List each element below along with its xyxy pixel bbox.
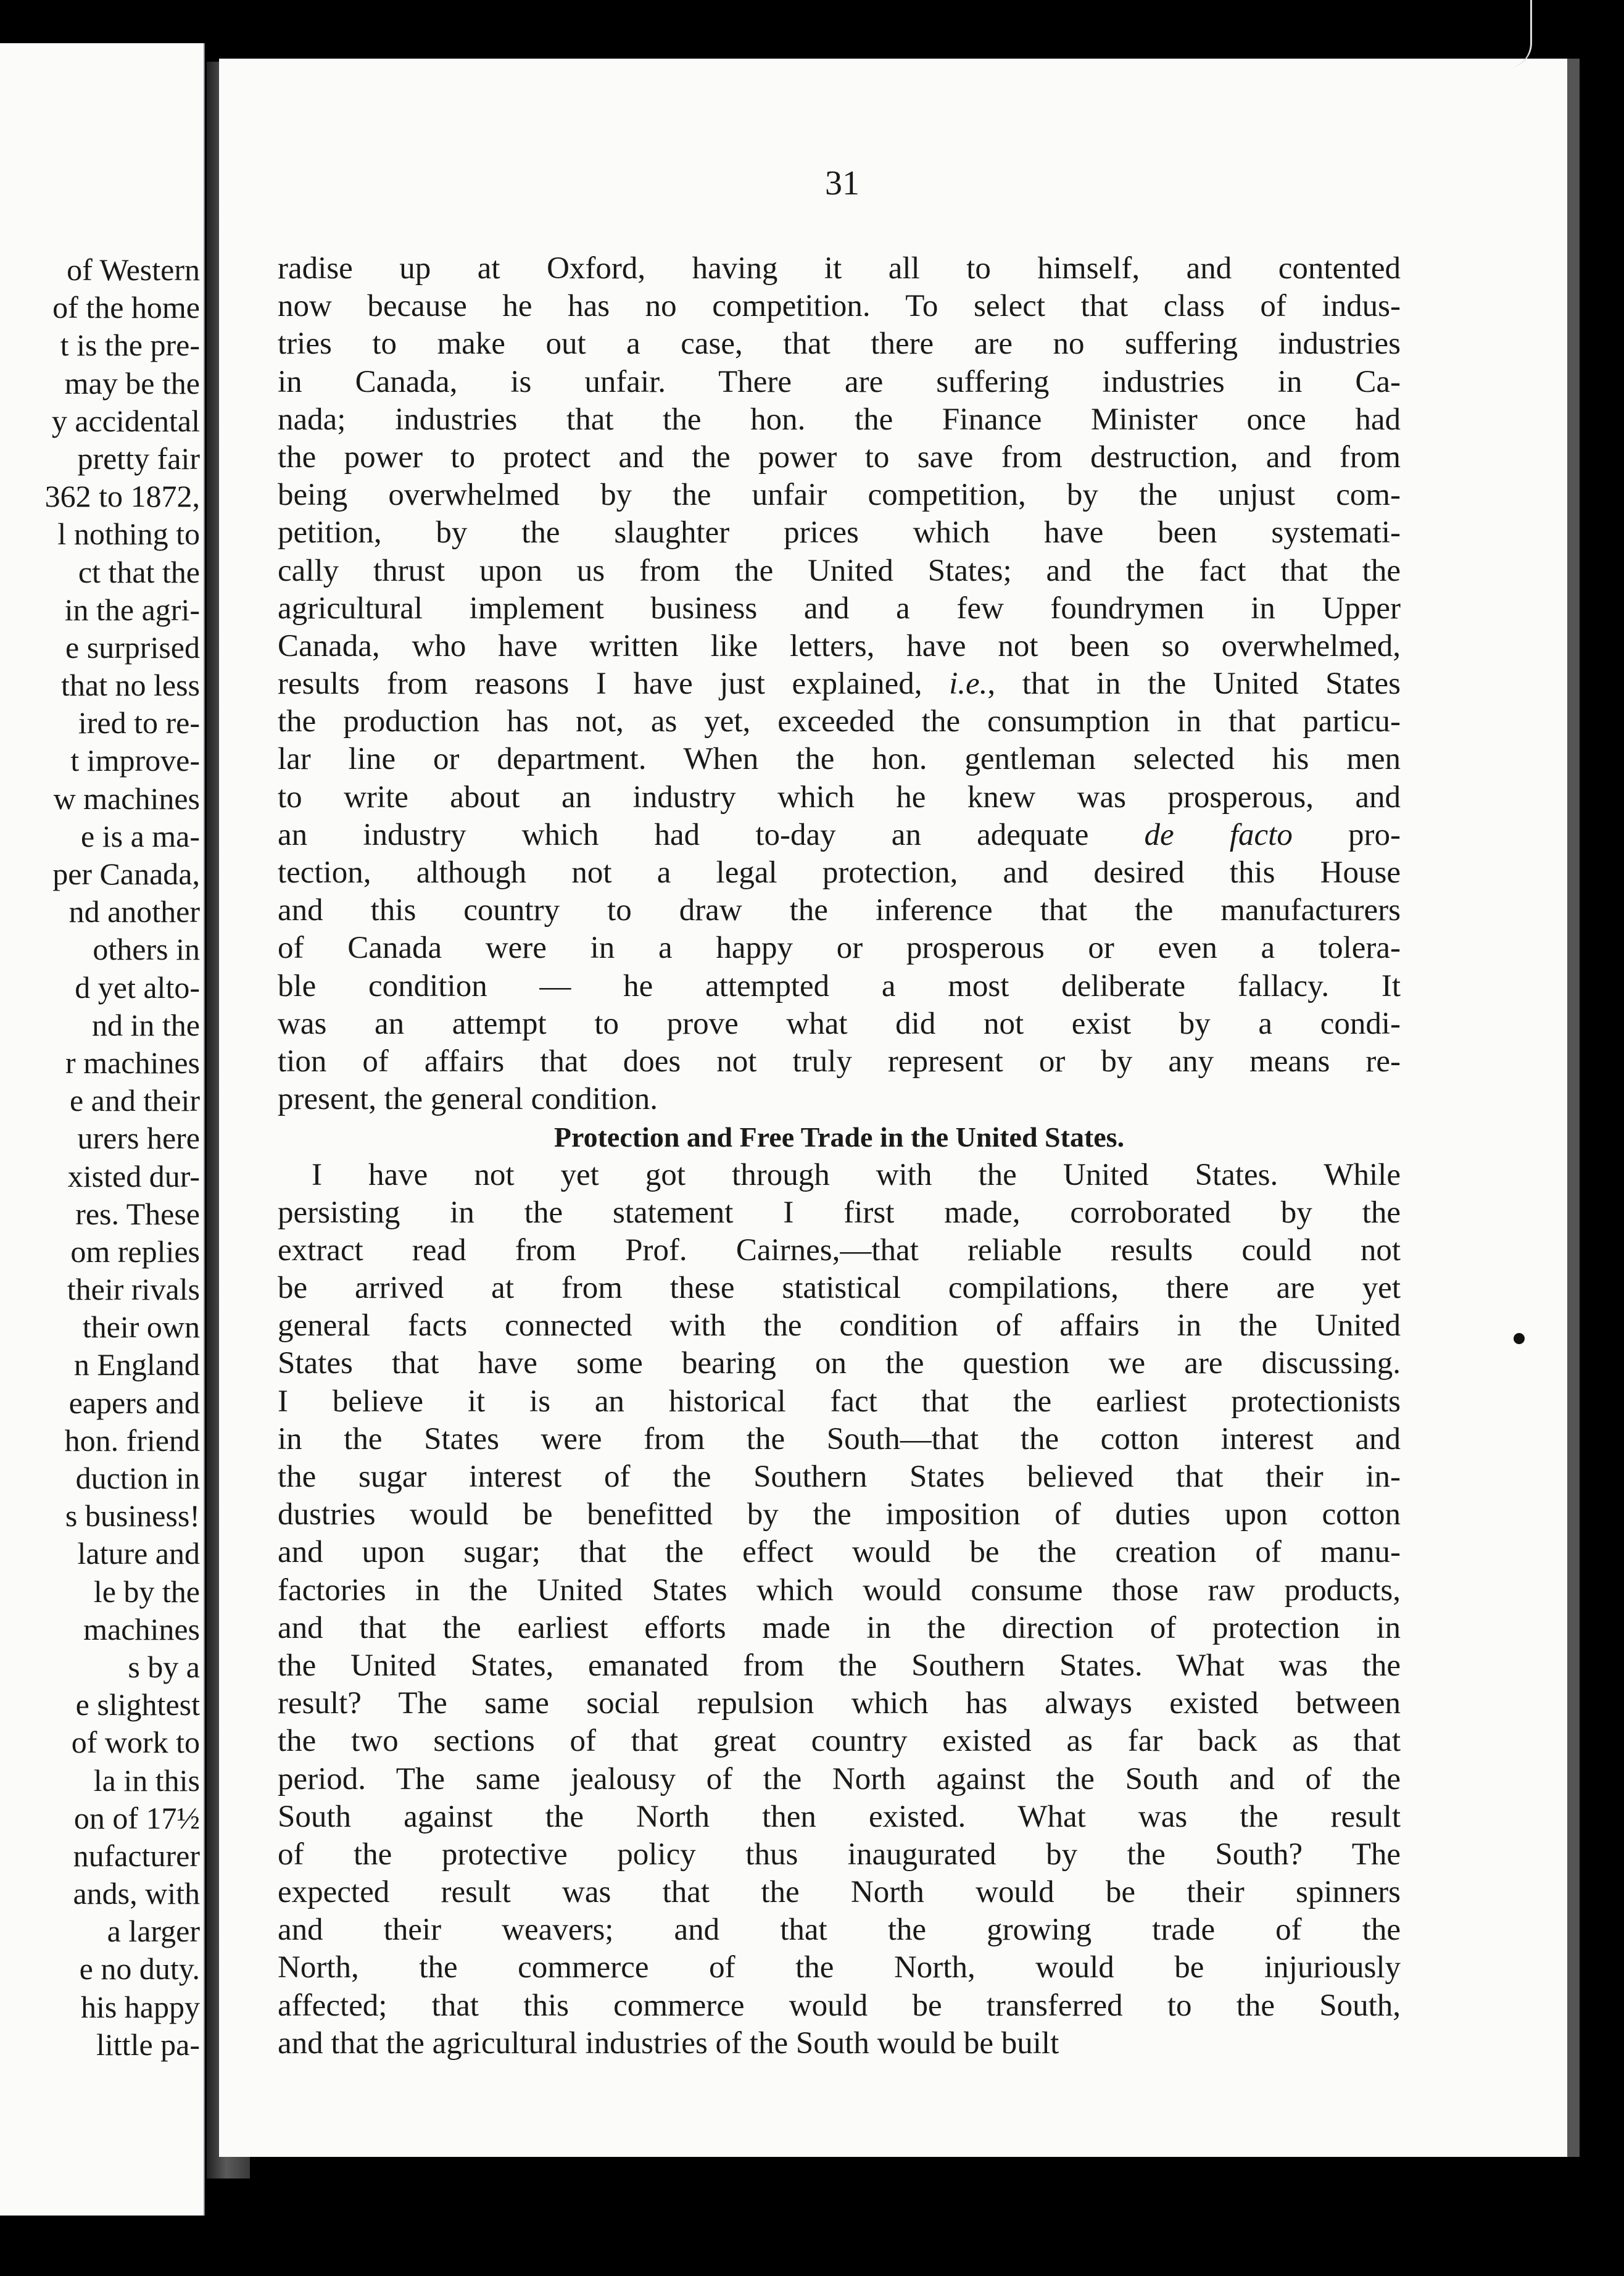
text-line: and this country to draw the inference that the manufacturers xyxy=(278,893,1401,928)
left-page-line: 362 to 1872, xyxy=(44,479,200,514)
text-line: was an attempt to prove what did not exist by a condi- xyxy=(278,1006,1401,1041)
left-page-line: per Canada, xyxy=(52,857,200,891)
text-line: of the protective policy thus inaugurated by the South? The xyxy=(278,1837,1401,1872)
facing-left-page xyxy=(0,43,205,2216)
text-line: the sugar interest of the Southern States believed that their in- xyxy=(278,1460,1401,1494)
left-page-line: xisted dur- xyxy=(67,1158,200,1194)
left-page-line: lature and xyxy=(77,1536,200,1571)
left-page-line: om replies xyxy=(70,1234,200,1269)
left-page-line: his happy xyxy=(80,1989,200,2024)
paragraph-1 xyxy=(278,250,1401,1118)
left-page-line: l nothing to xyxy=(57,517,200,552)
text-line: I have not yet got through with the United States. While xyxy=(312,1157,1401,1192)
ink-dot xyxy=(1514,1333,1525,1344)
left-page-line: may be the xyxy=(64,365,200,401)
text-line: an industry which had to-day an adequate de facto pro- xyxy=(278,817,1401,852)
text-line: being overwhelmed by the unfair competition, by the unjust com- xyxy=(278,478,1401,513)
text-line: to write about an industry which he knew was prosperous, and xyxy=(278,779,1401,815)
left-page-line: ands, with xyxy=(73,1876,200,1911)
left-page-line: r machines xyxy=(65,1045,200,1080)
text-line: in the States were from the South—that the cotton interest and xyxy=(278,1421,1401,1456)
left-page-line: that no less xyxy=(61,668,200,703)
text-line: be arrived at from these statistical compilations, there are yet xyxy=(278,1271,1401,1306)
left-page-text xyxy=(0,251,200,2064)
paragraph-2 xyxy=(278,1157,1401,2063)
section-heading: Protection and Free Trade in the United States. xyxy=(553,1121,1125,1153)
text-line: the power to protect and the power to save from destruction, and from xyxy=(278,439,1401,475)
text-line: tion of affairs that does not truly represent or by any means re- xyxy=(278,1044,1401,1079)
left-page-line: le by the xyxy=(93,1574,200,1609)
left-page-line: d yet alto- xyxy=(75,970,200,1005)
text-line: affected; that this commerce would be transferred to the South, xyxy=(278,1988,1401,2023)
left-page-line: nd in the xyxy=(92,1007,200,1042)
left-page-line: y accidental xyxy=(51,403,200,438)
text-line: results from reasons I have just explained, i.e., that in the United States xyxy=(278,667,1401,702)
left-page-line: e is a ma- xyxy=(81,818,200,854)
text-line: agricultural implement business and a few foundrymen in Upper xyxy=(278,591,1401,626)
text-line: North, the commerce of the North, would be injuriously xyxy=(278,1950,1401,1985)
left-page-line: in the agri- xyxy=(64,592,200,627)
left-page-line: ct that the xyxy=(78,554,200,589)
left-page-line: w machines xyxy=(53,781,200,816)
left-page-line: res. These xyxy=(75,1196,200,1231)
page-number: 31 xyxy=(825,164,860,202)
text-line: the two sections of that great country existed as far back as that xyxy=(278,1724,1401,1759)
page-edge xyxy=(1567,59,1580,2157)
left-page-line: n England xyxy=(73,1347,200,1382)
text-line: persisting in the statement I first made, corroborated by the xyxy=(278,1195,1401,1230)
scan-edge-mark xyxy=(1506,0,1532,68)
left-page-line: nd another xyxy=(68,894,200,929)
left-page-line: eapers and xyxy=(68,1385,200,1420)
text-line: factories in the United States which would consume those raw products, xyxy=(278,1572,1401,1608)
text-line: result? The same social repulsion which has always existed between xyxy=(278,1686,1401,1721)
text-line: States that have some bearing on the question we are discussing. xyxy=(278,1346,1401,1381)
left-page-line: t improve- xyxy=(70,743,200,778)
text-line: cally thrust upon us from the United States; and the fact that the xyxy=(278,553,1401,588)
left-page-line: of the home xyxy=(52,290,200,325)
text-line: and upon sugar; that the effect would be the creation of manu- xyxy=(278,1535,1401,1570)
left-page-line: e slightest xyxy=(75,1687,200,1722)
left-page-line: little pa- xyxy=(96,2027,200,2062)
left-page-line: pretty fair xyxy=(77,441,200,476)
text-line: tries to make out a case, that there are no suffering industries xyxy=(278,326,1401,362)
left-page-line: e and their xyxy=(69,1083,200,1118)
text-line: Canada, who have written like letters, have not been so overwhelmed, xyxy=(278,628,1401,663)
text-line: petition, by the slaughter prices which have been systemati- xyxy=(278,515,1401,550)
text-line: I believe it is an historical fact that the earliest protectionists xyxy=(278,1384,1401,1419)
left-page-line: of work to xyxy=(71,1725,200,1760)
text-line: the production has not, as yet, exceeded the consumption in that particu- xyxy=(278,704,1401,739)
left-page-line: of Western xyxy=(67,252,200,287)
left-page-line: e no duty. xyxy=(79,1951,200,1987)
text-line: nada; industries that the hon. the Finance Minister once had xyxy=(278,402,1401,437)
left-page-line: s business! xyxy=(65,1498,200,1534)
text-line: expected result was that the North would be their spinners xyxy=(278,1875,1401,1910)
left-page-line: others in xyxy=(93,932,200,967)
left-page-line: their own xyxy=(82,1310,200,1345)
text-line: ble condition — he attempted a most deliberate fallacy. It xyxy=(278,968,1401,1003)
left-page-line: hon. friend xyxy=(64,1422,200,1458)
text-line: extract read from Prof. Cairnes,—that reliable results could not xyxy=(278,1232,1401,1268)
left-page-line: s by a xyxy=(128,1649,200,1684)
text-line: in Canada, is unfair. There are suffering industries in Ca- xyxy=(278,364,1401,399)
left-page-line: duction in xyxy=(75,1461,200,1495)
text-line: period. The same jealousy of the North against the South and of the xyxy=(278,1761,1401,1796)
text-line: South against the North then existed. What was the result xyxy=(278,1799,1401,1834)
text-line: and their weavers; and that the growing trade of the xyxy=(278,1913,1401,1948)
text-line: and that the agricultural industries of the South would be built xyxy=(278,2025,1059,2061)
left-page-line: a larger xyxy=(107,1914,200,1949)
left-page-line: machines xyxy=(83,1611,200,1647)
text-line: now because he has no competition. To select that class of indus- xyxy=(278,289,1401,324)
left-page-line: la in this xyxy=(93,1763,200,1798)
body-text xyxy=(278,250,1401,2062)
left-page-line: their rivals xyxy=(67,1272,200,1307)
text-line: lar line or department. When the hon. gentleman selected his men xyxy=(278,742,1401,777)
left-page-line: t is the pre- xyxy=(60,328,200,363)
text-line: of Canada were in a happy or prosperous or even a tolera- xyxy=(278,931,1401,966)
left-page-line: ired to re- xyxy=(78,705,200,741)
left-page-line: urers here xyxy=(77,1121,200,1156)
text-line: tection, although not a legal protection, and desired this House xyxy=(278,855,1401,890)
left-page-line: e surprised xyxy=(65,629,200,665)
left-page-line: on of 17½ xyxy=(73,1800,200,1835)
text-line: present, the general condition. xyxy=(278,1082,658,1117)
text-line: general facts connected with the condition of affairs in the United xyxy=(278,1308,1401,1344)
left-page-line: nufacturer xyxy=(73,1838,200,1873)
text-line: the United States, emanated from the Southern States. What was the xyxy=(278,1648,1401,1683)
text-line: dustries would be benefitted by the imposition of duties upon cotton xyxy=(278,1497,1401,1532)
text-line: and that the earliest efforts made in the direction of protection in xyxy=(278,1610,1401,1645)
text-line: radise up at Oxford, having it all to himself, and contented xyxy=(278,251,1401,286)
